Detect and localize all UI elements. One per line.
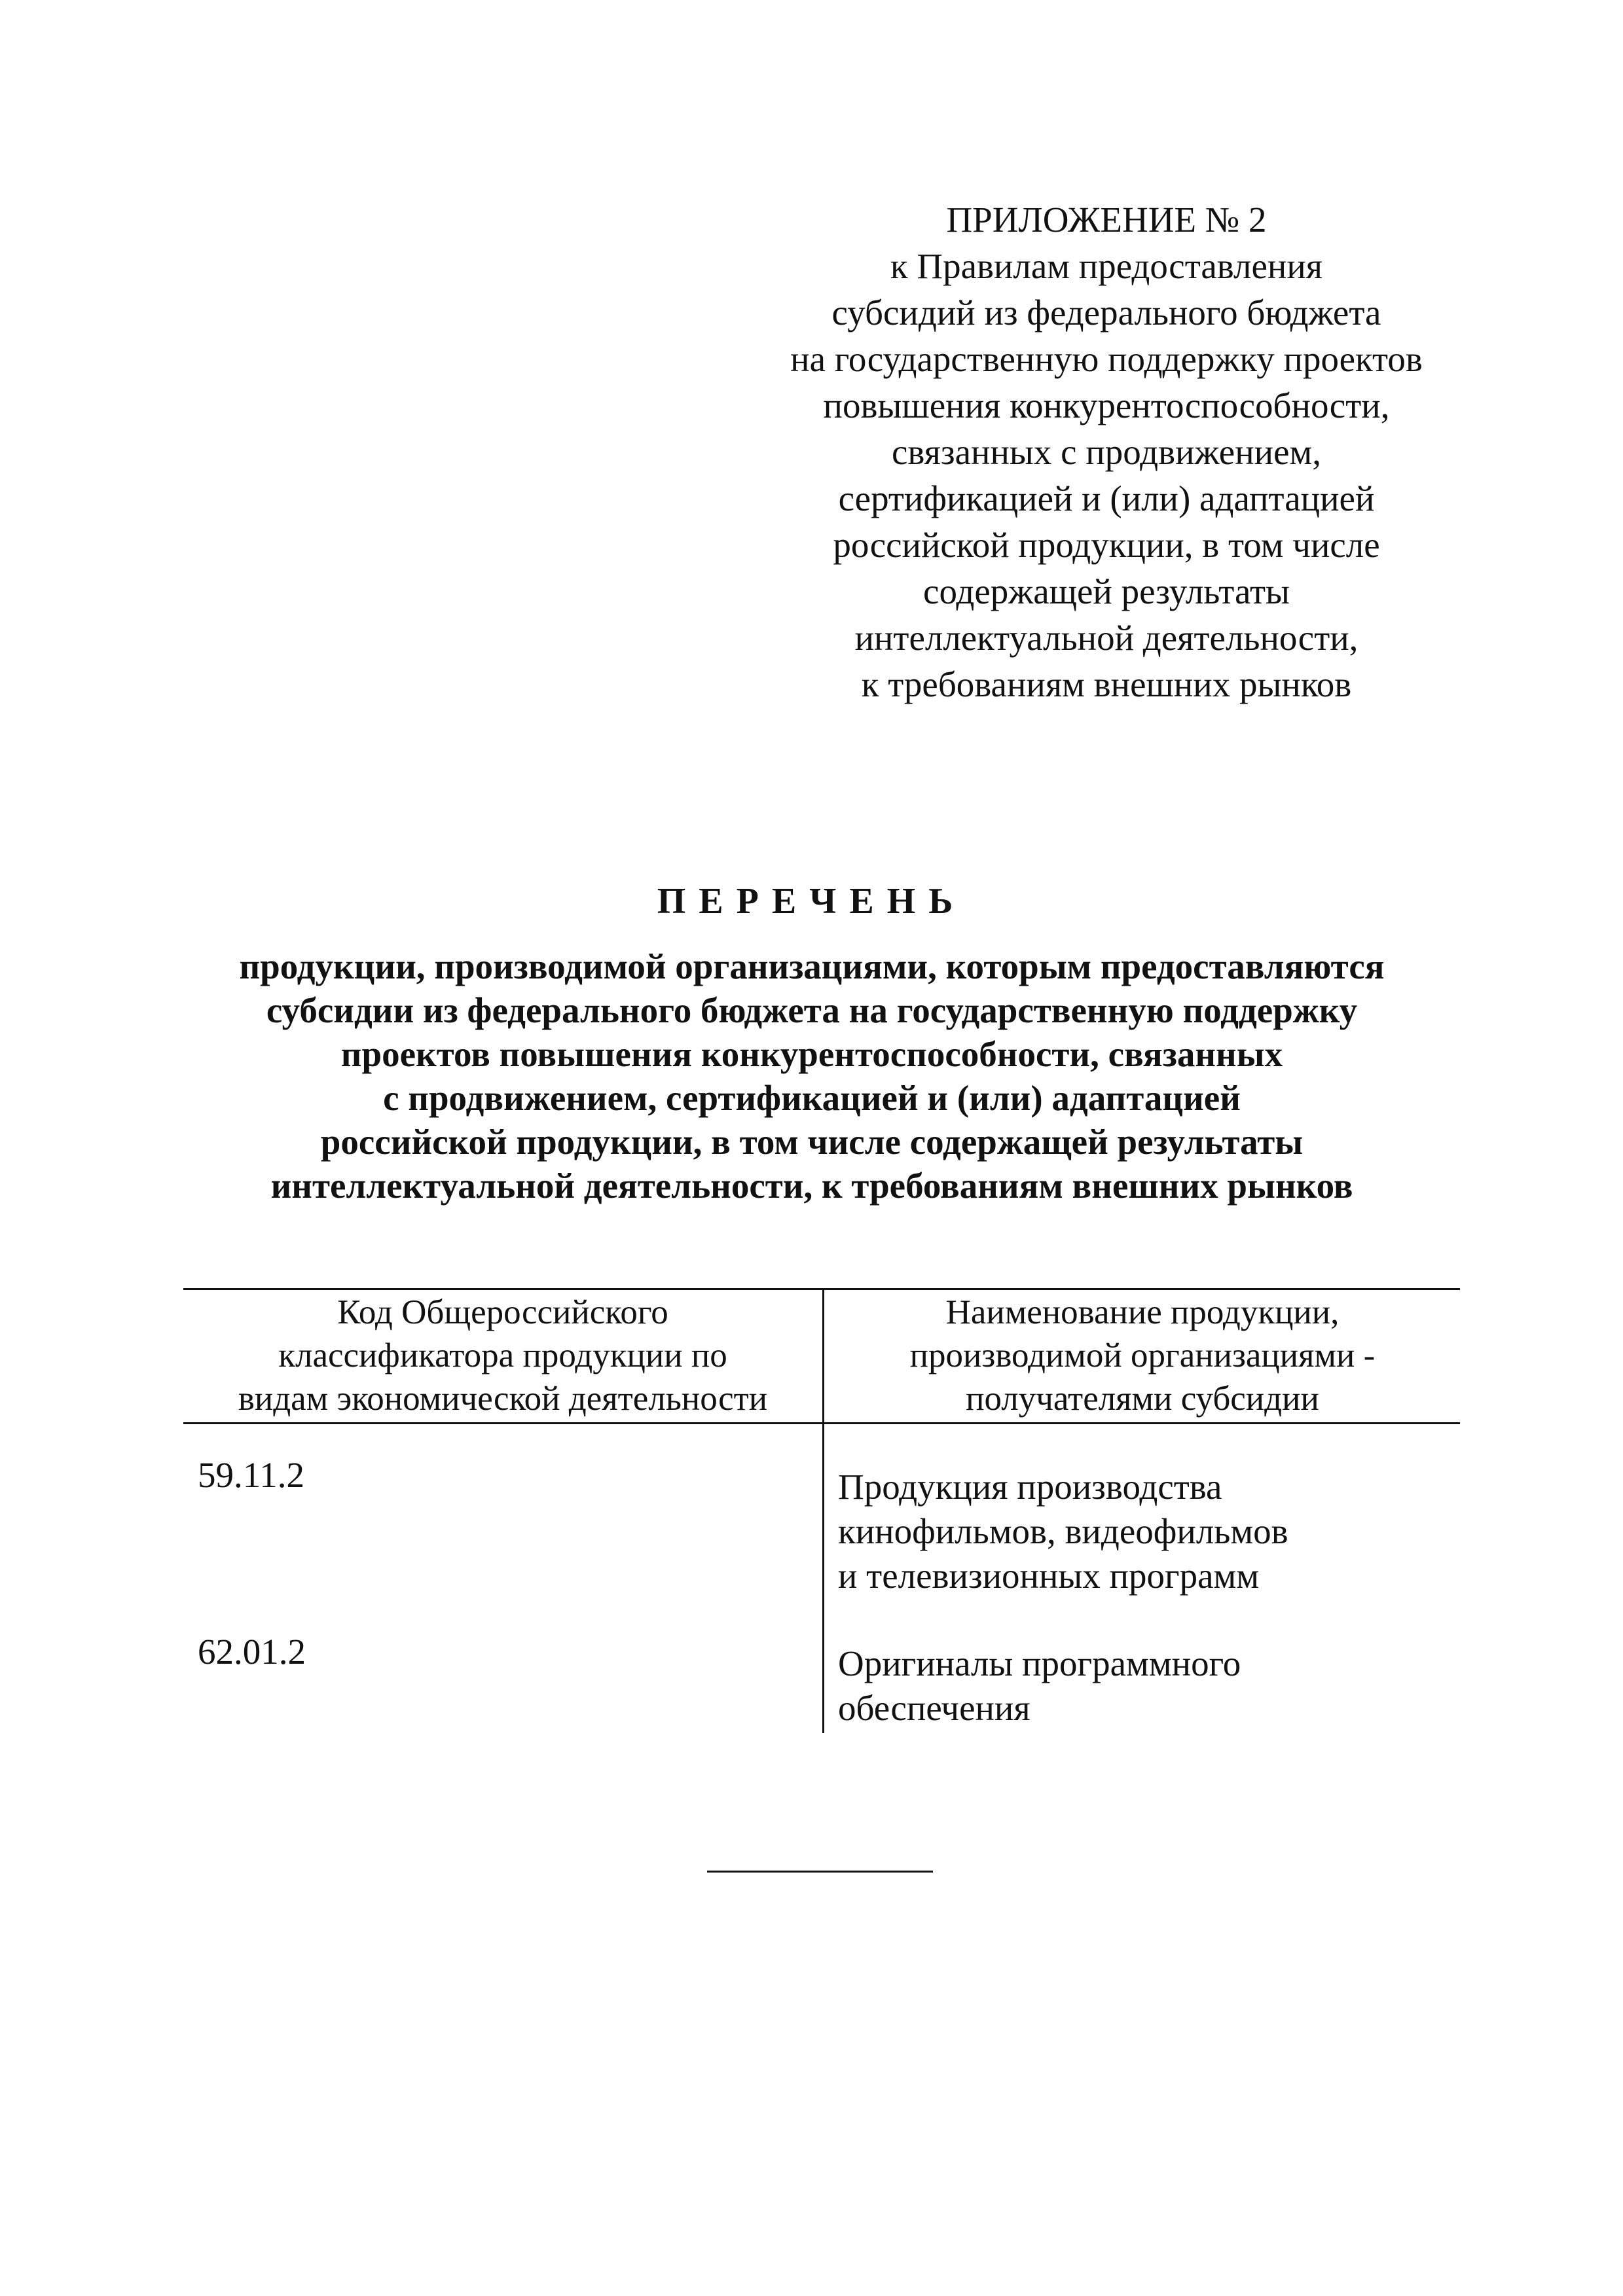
annex-header — [668, 196, 1545, 708]
header-code-line: классификатора продукции по — [278, 1336, 727, 1374]
annex-line: содержащей результаты — [923, 571, 1290, 611]
subtitle-line: субсидии из федерального бюджета на государственную поддержку — [266, 990, 1358, 1030]
row-name — [838, 1641, 1447, 1731]
subtitle-line: российской продукции, в том числе содержащей результаты — [320, 1122, 1304, 1162]
annex-line: субсидий из федерального бюджета — [831, 293, 1381, 332]
header-code — [183, 1291, 822, 1420]
end-of-document-rule — [707, 1871, 933, 1873]
header-name-line: производимой организациями - — [909, 1336, 1376, 1374]
annex-line: повышения конкурентоспособности, — [823, 386, 1390, 425]
row-name-line: Продукция производства — [838, 1467, 1222, 1507]
document-title: ПЕРЕЧЕНЬ — [657, 881, 966, 922]
row-name-line: кинофильмов, видеофильмов — [838, 1511, 1288, 1551]
table-top-rule — [183, 1288, 1460, 1290]
annex-line: к требованиям внешних рынков — [861, 664, 1352, 704]
row-name-line: Оригиналы программного — [838, 1643, 1241, 1683]
subtitle-line: проектов повышения конкурентоспособности, связанных — [340, 1034, 1283, 1074]
header-code-line: видам экономической деятельности — [238, 1380, 768, 1418]
header-code-line: Код Общероссийского — [337, 1293, 668, 1331]
row-name-line: и телевизионных программ — [838, 1556, 1260, 1596]
annex-line: сертификацией и (или) адаптацией — [838, 478, 1375, 518]
header-name — [825, 1291, 1460, 1420]
document-subtitle — [131, 944, 1493, 1208]
subtitle-line: с продвижением, сертификацией и (или) адаптацией — [383, 1078, 1241, 1118]
annex-title: ПРИЛОЖЕНИЕ № 2 — [946, 200, 1267, 240]
row-code: 59.11.2 — [198, 1455, 304, 1495]
annex-line: к Правилам предоставления — [890, 246, 1323, 286]
header-name-line: получателями субсидии — [966, 1380, 1319, 1418]
table-column-divider — [822, 1288, 824, 1733]
row-name — [838, 1465, 1447, 1598]
annex-line: на государственную поддержку проектов — [790, 339, 1423, 379]
subtitle-line: интеллектуальной деятельности, к требованиям внешних рынков — [270, 1166, 1353, 1206]
row-code: 62.01.2 — [198, 1632, 306, 1672]
row-name-line: обеспечения — [838, 1688, 1030, 1728]
table-header-rule — [183, 1422, 1460, 1424]
annex-line: интеллектуальной деятельности, — [854, 618, 1359, 658]
annex-line: российской продукции, в том числе — [833, 525, 1380, 565]
header-name-line: Наименование продукции, — [945, 1293, 1340, 1331]
annex-line: связанных с продвижением, — [891, 432, 1322, 472]
subtitle-line: продукции, производимой организациями, которым предоставляются — [239, 946, 1385, 986]
